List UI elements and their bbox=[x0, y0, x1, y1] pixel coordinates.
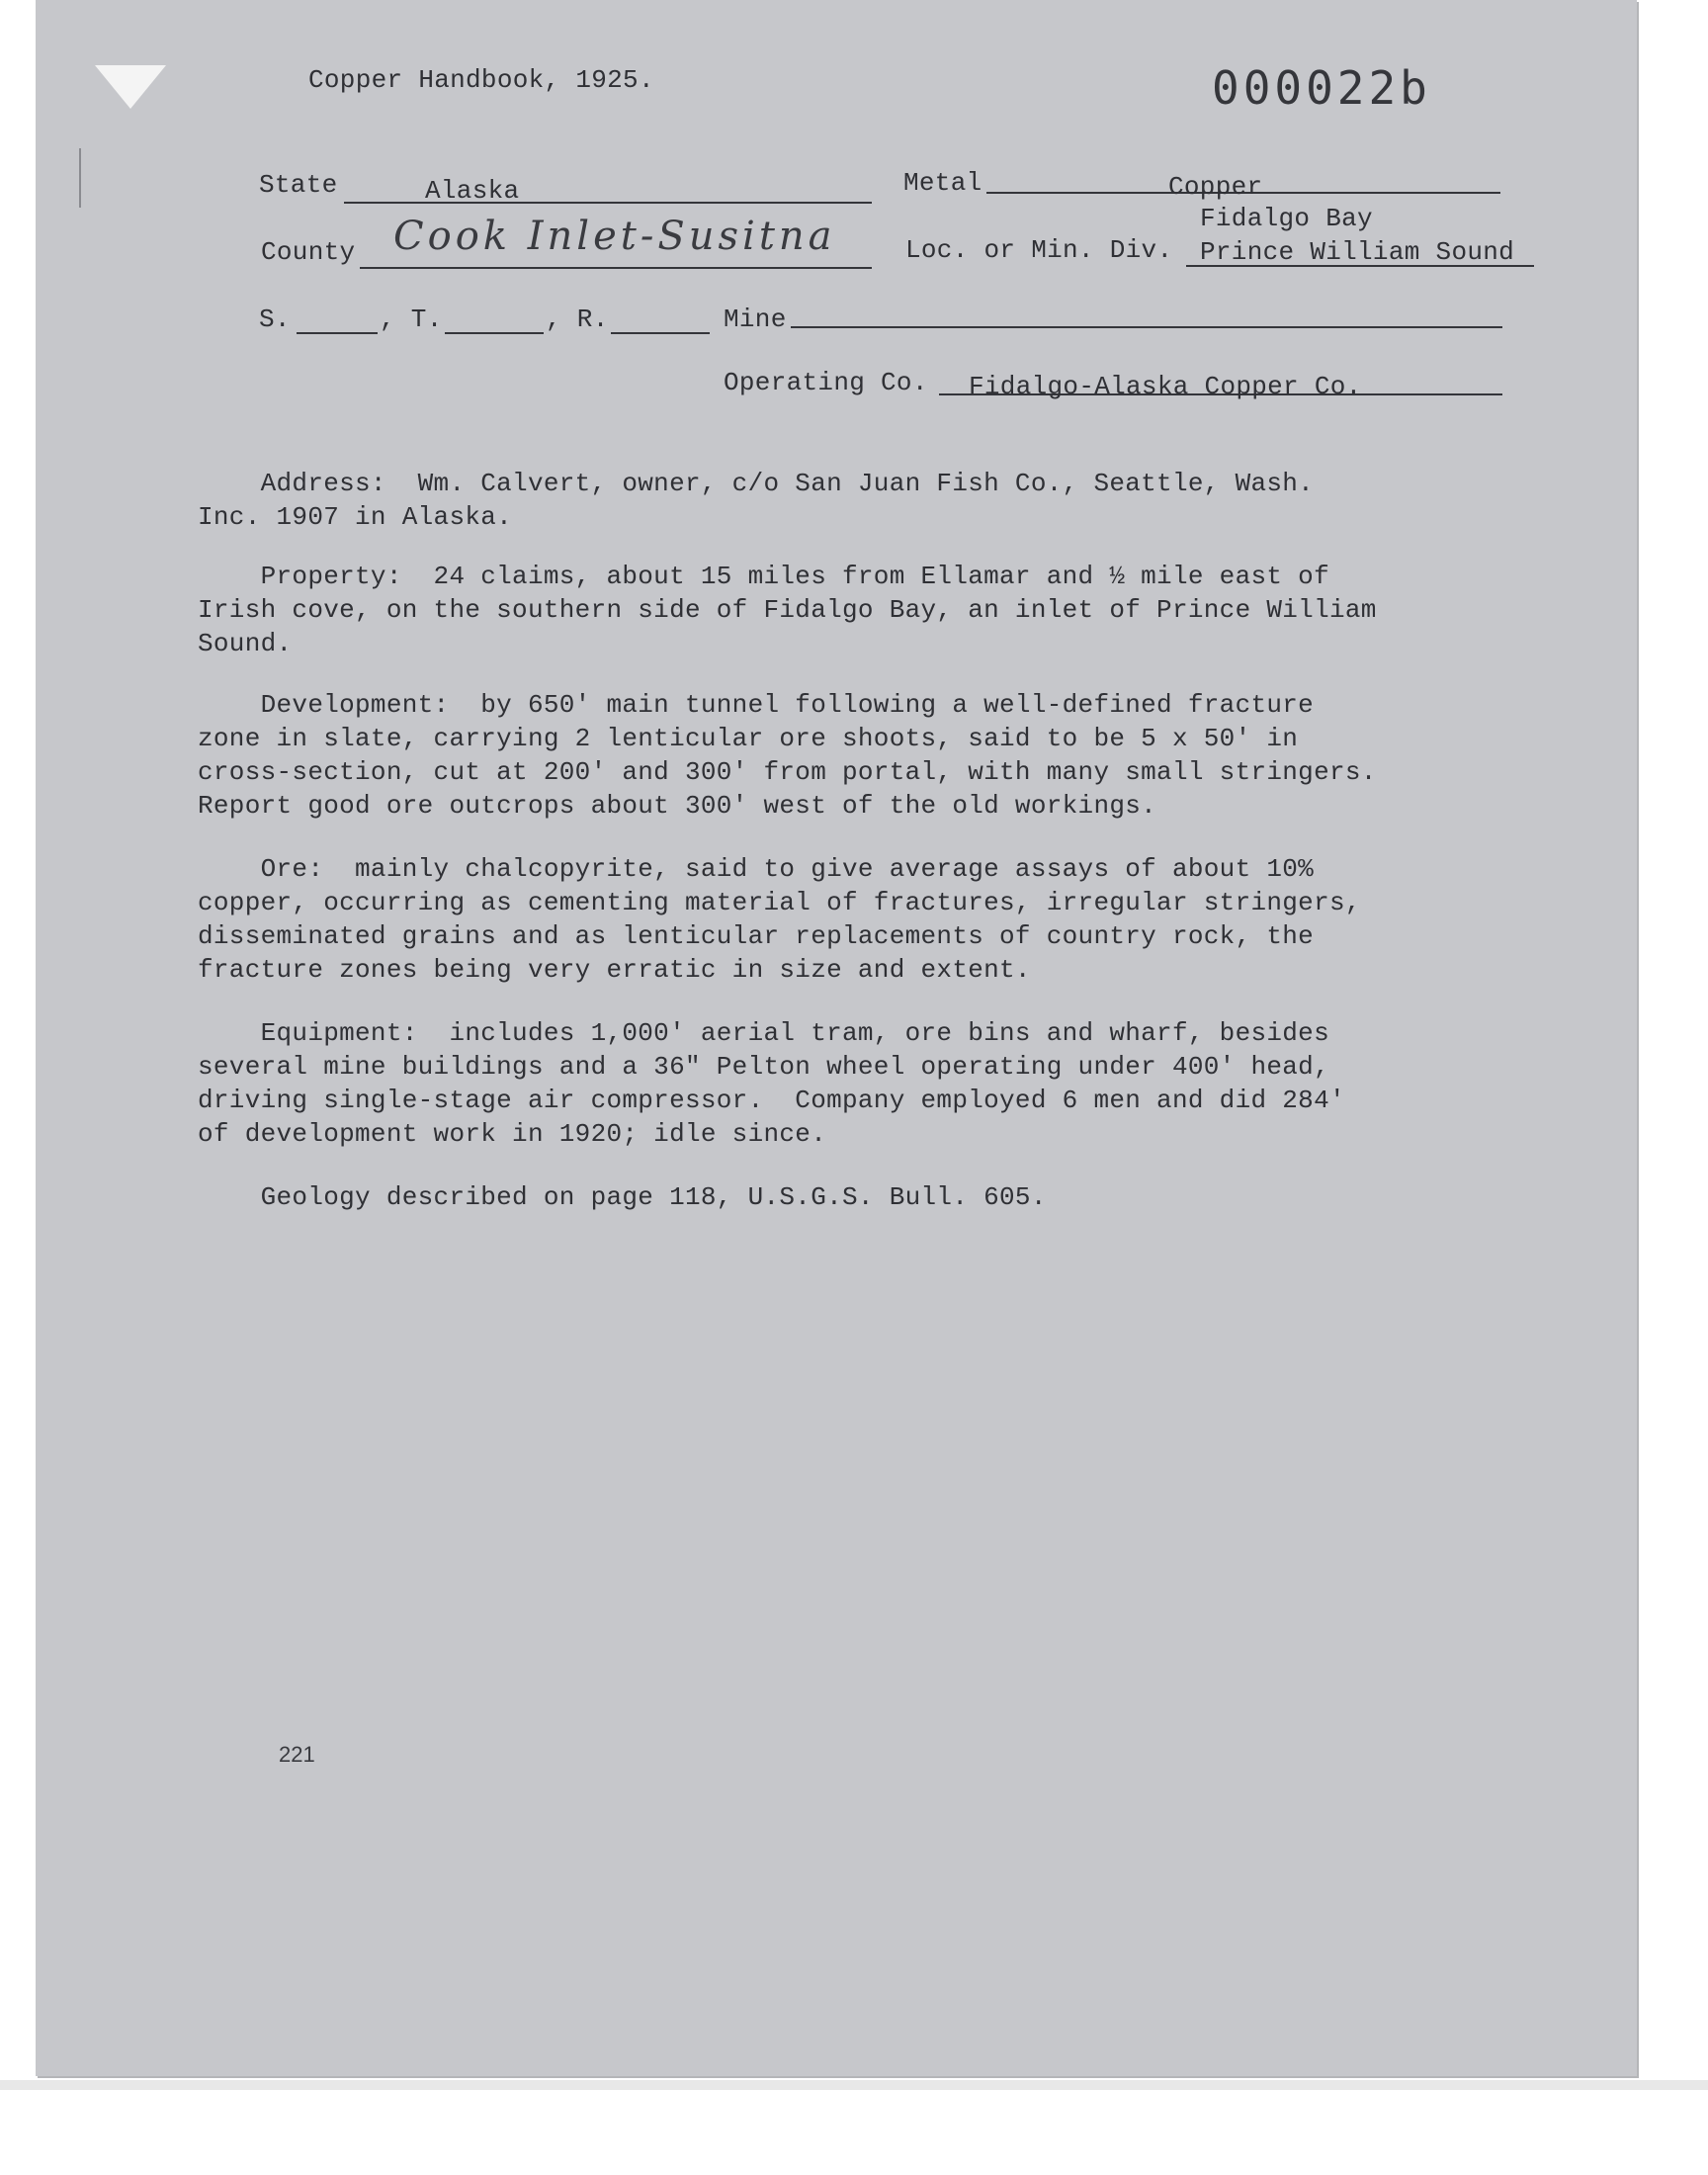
document-title: Copper Handbook, 1925. bbox=[308, 65, 654, 95]
development-paragraph: Development: by 650' main tunnel following a well-defined fracture zone in slate, carrying 2 lenticular ore shoots, said to be 5 x 50' in cross-section, cut at 200' and 300' from portal, with many small stringers. Report good ore outcrops about 300' west of the old workings. bbox=[198, 690, 1377, 821]
township-label: , T. bbox=[380, 304, 443, 334]
torn-corner bbox=[95, 65, 166, 109]
metal-value: Copper bbox=[1168, 172, 1263, 202]
operating-company-label: Operating Co. bbox=[724, 368, 928, 397]
operating-company-value: Fidalgo-Alaska Copper Co. bbox=[969, 372, 1362, 401]
division-value-line1: Fidalgo Bay bbox=[1200, 204, 1373, 233]
equipment-paragraph: Equipment: includes 1,000' aerial tram, ore bins and wharf, besides several mine buildings and a 36" Pelton wheel operating under 400' head, driving single-stage air compressor. Company employed 6 men and did 284' of development work in 1920; idle since. bbox=[198, 1018, 1345, 1149]
scan-edge bbox=[0, 2080, 1708, 2090]
section-label: S. bbox=[259, 304, 291, 334]
address-paragraph: Address: Wm. Calvert, owner, c/o San Juan Fish Co., Seattle, Wash. Inc. 1907 in Alaska. bbox=[198, 469, 1315, 532]
range-label: , R. bbox=[546, 304, 609, 334]
division-value-line2: Prince William Sound bbox=[1200, 237, 1515, 267]
range-field-line bbox=[611, 332, 710, 334]
township-field-line bbox=[445, 332, 544, 334]
metal-label: Metal bbox=[903, 168, 982, 198]
property-paragraph: Property: 24 claims, about 15 miles from Ellamar and ½ mile east of Irish cove, on the southern side of Fidalgo Bay, an inlet of Prince William Sound. bbox=[198, 562, 1377, 658]
county-handwritten-value: Cook Inlet-Susitna bbox=[393, 214, 836, 259]
geology-paragraph: Geology described on page 118, U.S.G.S. Bull. 605. bbox=[198, 1182, 1047, 1212]
mine-field-line bbox=[791, 326, 1502, 328]
division-field-line bbox=[1186, 265, 1534, 267]
margin-mark bbox=[79, 148, 81, 208]
state-value: Alaska bbox=[425, 176, 520, 206]
document-number-stamp: 000022b bbox=[1212, 61, 1431, 115]
county-label: County bbox=[261, 237, 356, 267]
ore-paragraph: Ore: mainly chalcopyrite, said to give average assays of about 10% copper, occurring as cementing material of fractures, irregular stringers, disseminated grains and as lenticular replacements of country rock, the fracture zones being very erratic in size and extent. bbox=[198, 854, 1361, 985]
mine-label: Mine bbox=[724, 304, 787, 334]
division-label: Loc. or Min. Div. bbox=[905, 235, 1173, 265]
state-label: State bbox=[259, 170, 338, 200]
page-number: 221 bbox=[279, 1742, 315, 1767]
county-field-line bbox=[360, 267, 872, 269]
state-field-line bbox=[344, 202, 872, 204]
section-field-line bbox=[297, 332, 378, 334]
